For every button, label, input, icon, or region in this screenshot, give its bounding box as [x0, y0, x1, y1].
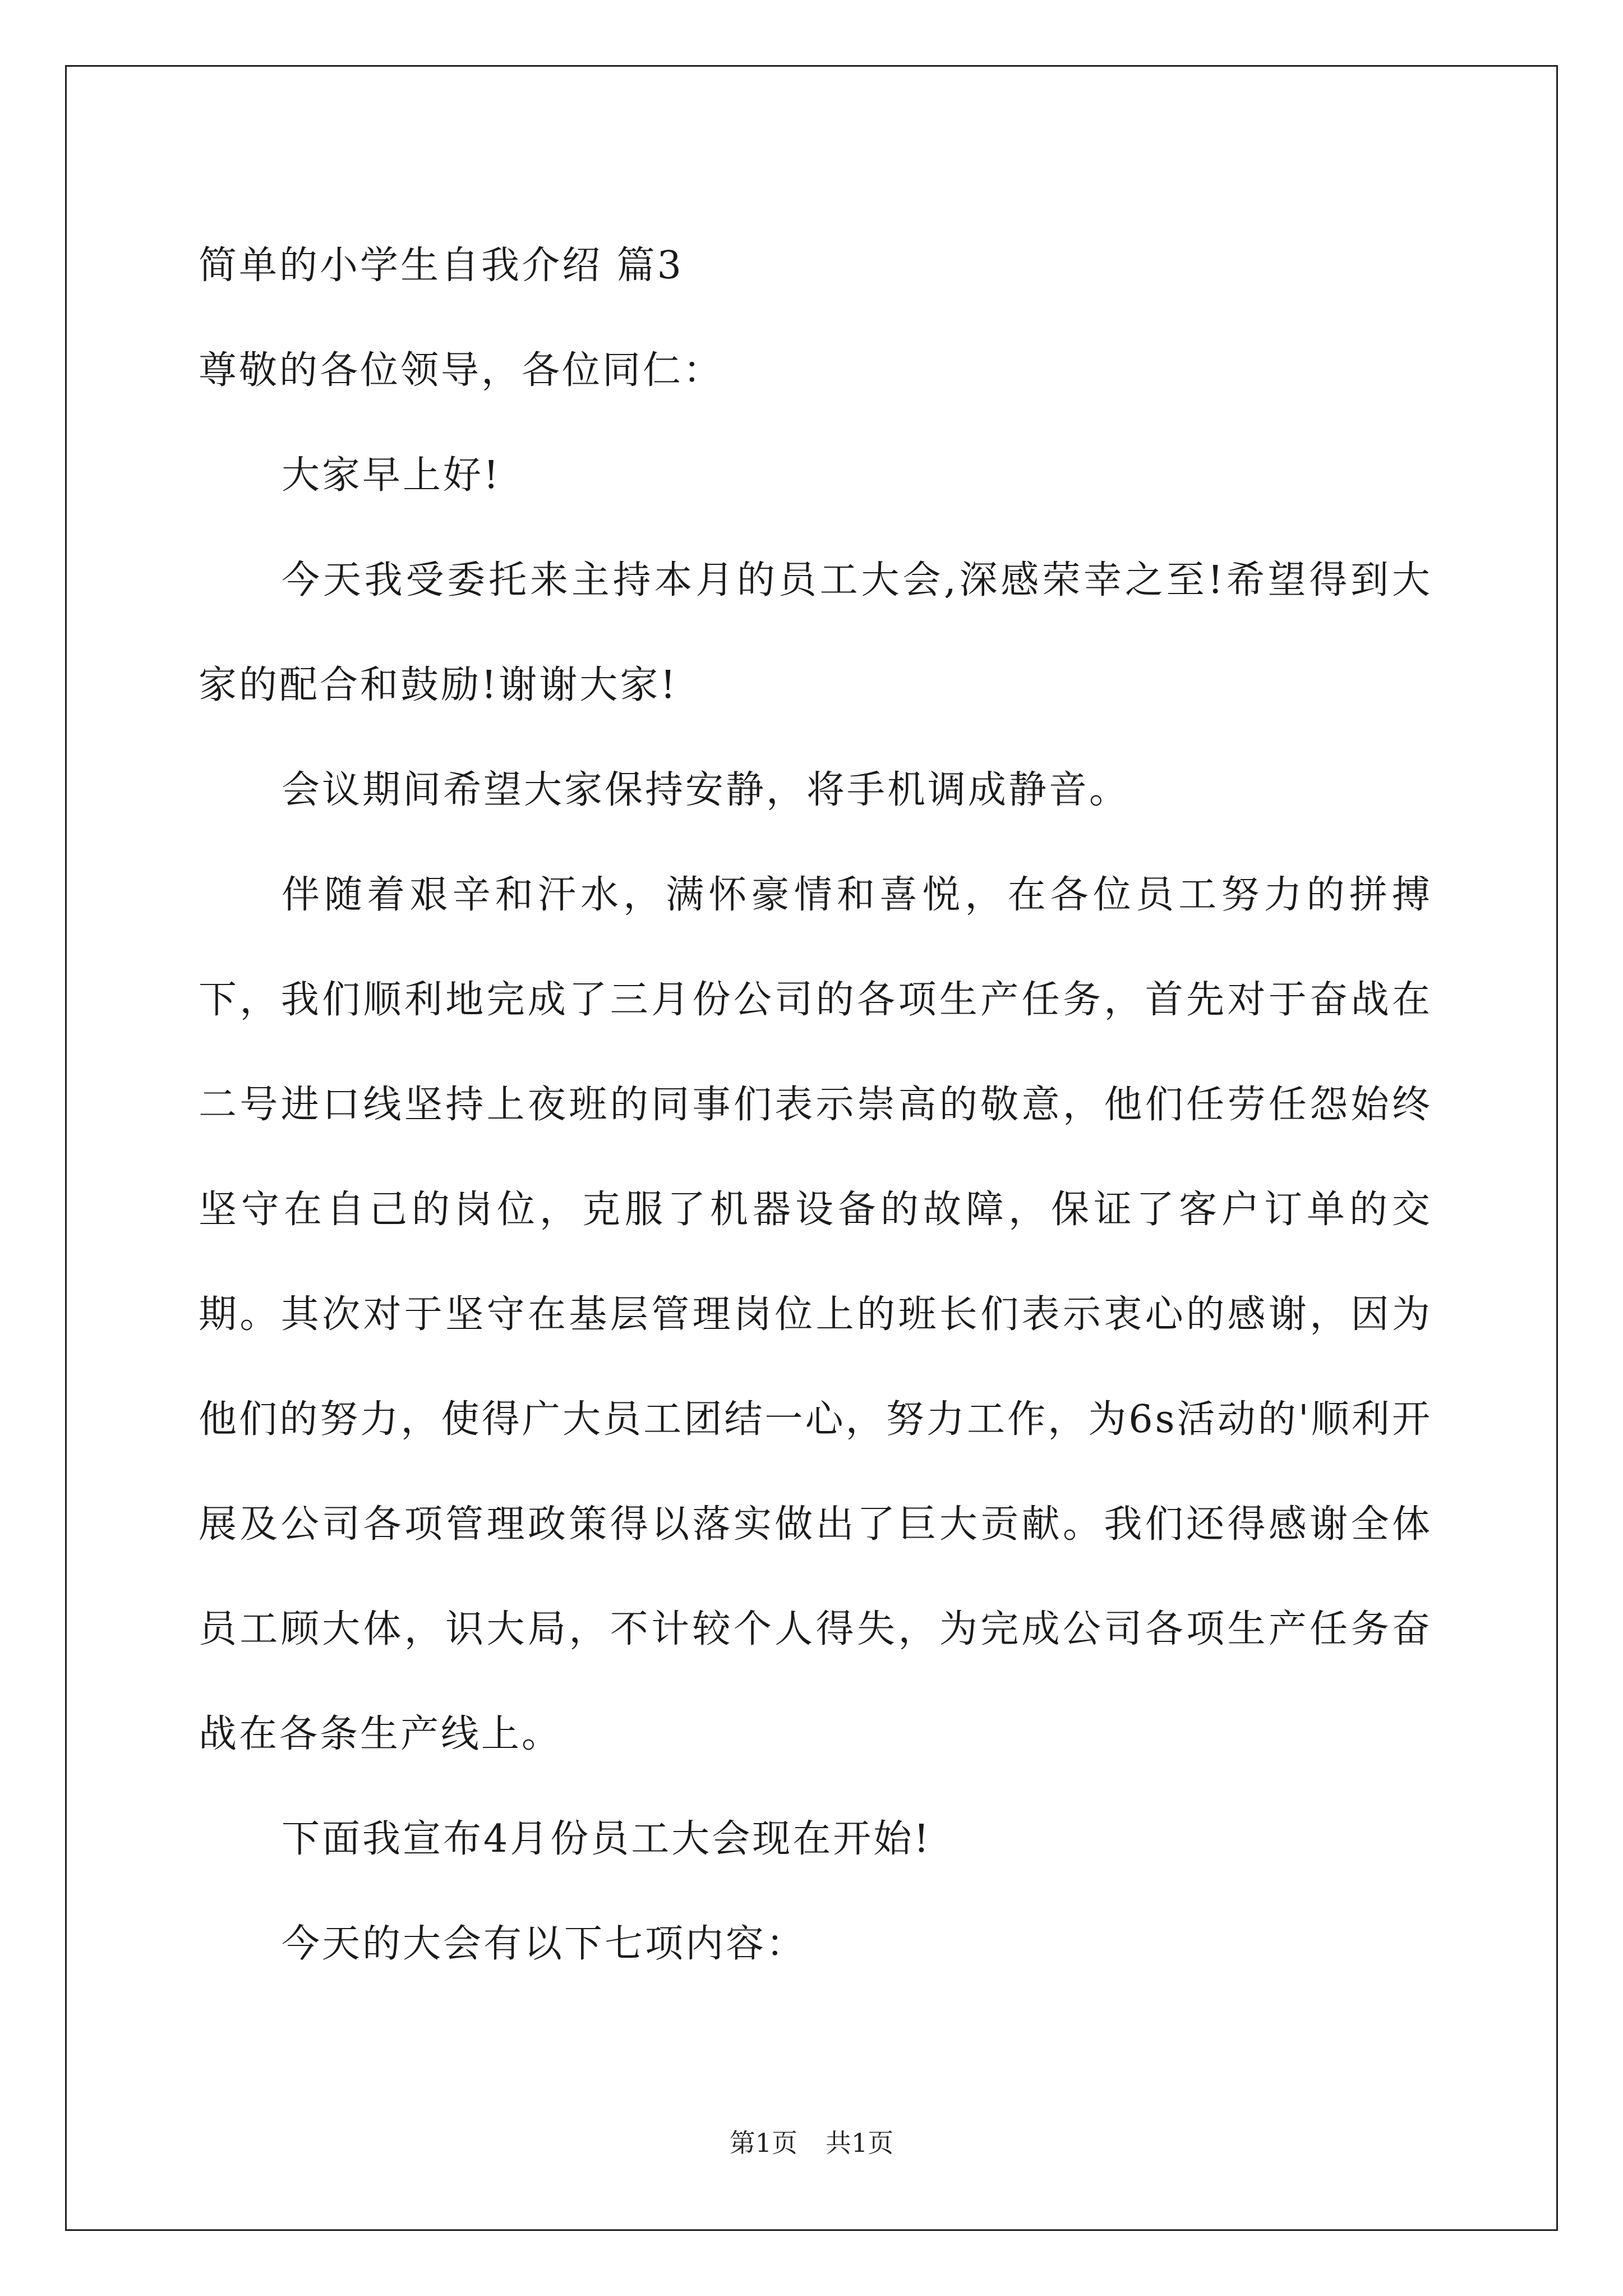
page-footer: [0, 2126, 1623, 2160]
salutation: 尊敬的各位领导，各位同仁：: [199, 348, 724, 393]
paragraph-silence: 会议期间希望大家保持安静，将手机调成静音。: [282, 768, 1130, 812]
document-heading: 简单的小学生自我介绍 篇3: [199, 243, 684, 288]
paragraph-thanks: 伴随着艰辛和汗水，满怀豪情和喜悦，在各位员工努力的拼搏下，我们顺利地完成了三月份公司的各项生产任务，首先对于奋战在二号进口线坚持上夜班的同事们表示崇高的敬意，他们任劳任怨始终坚守在自己的岗位，克服了机器设备的故障，保证了客户订单的交期。其次对于坚守在基层管理岗位上的班长们表示衷心的感谢，因为他们的努力，使得广大员工团结一心，努力工作，为6s活动的'顺利开展及公司各项管理政策得以落实做出了巨大贡献。我们还得感谢全体员工顾大体，识大局，不计较个人得失，为完成公司各项生产任务奋战在各条生产线上。: [199, 873, 1432, 1756]
paragraph-greeting: 大家早上好!: [282, 453, 501, 498]
page-number-current: 第1页: [729, 2128, 797, 2158]
paragraph-opening: 下面我宣布4月份员工大会现在开始!: [282, 1817, 932, 1861]
page-number-total: 共1页: [826, 2128, 894, 2158]
paragraph-agenda: 今天的大会有以下七项内容：: [282, 1922, 807, 1966]
document-body: [199, 213, 1432, 1996]
paragraph-intro: 今天我受委托来主持本月的员工大会,深感荣幸之至!希望得到大家的配合和鼓励!谢谢大家!: [199, 558, 1432, 707]
